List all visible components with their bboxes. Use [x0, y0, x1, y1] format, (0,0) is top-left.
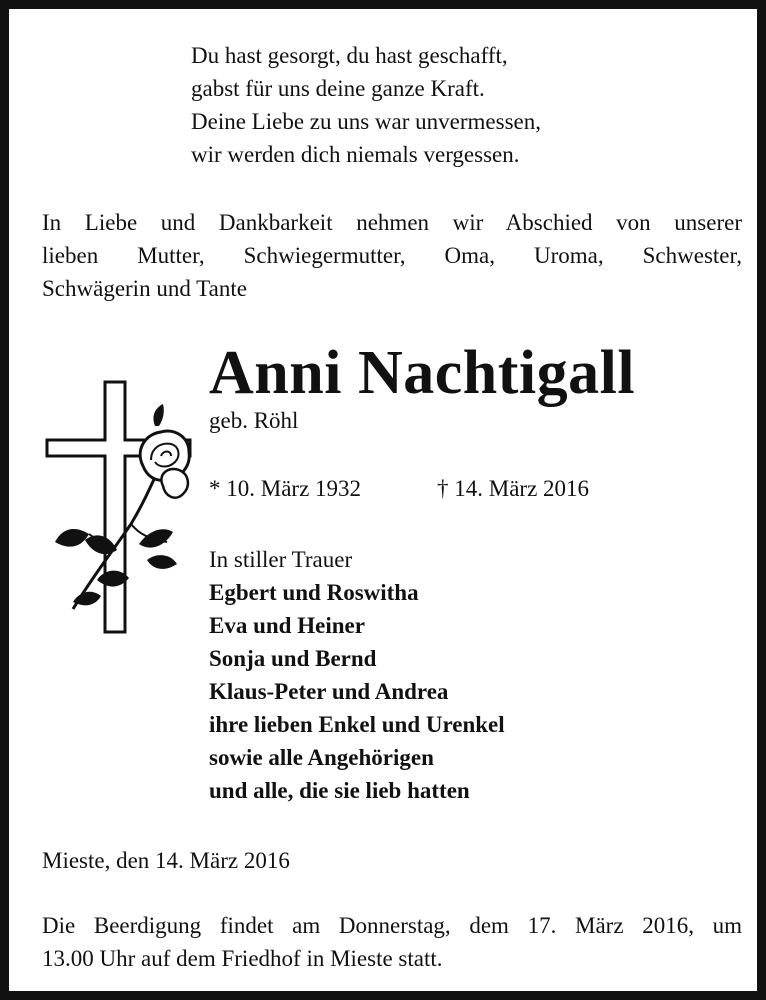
mourner-name: sowie alle Angehörigen: [209, 745, 434, 770]
intro-line: lieben Mutter, Schwiegermutter, Oma, Uroma, Schwester,: [42, 243, 742, 268]
mourner-name: Eva und Heiner: [209, 613, 365, 638]
death-date: † 14. März 2016: [437, 476, 590, 501]
birth-date: * 10. März 1932: [209, 476, 362, 501]
funeral-line: 13.00 Uhr auf dem Friedhof in Mieste statt.: [42, 946, 443, 971]
life-dates: [209, 472, 590, 506]
cross-with-rose-icon: [39, 374, 199, 639]
intro-line: In Liebe und Dankbarkeit nehmen wir Abschied von unserer: [42, 210, 742, 235]
place-and-date: Mieste, den 14. März 2016: [42, 848, 290, 873]
mourners-block: [209, 543, 505, 807]
funeral-info: [42, 909, 742, 975]
poem-line: wir werden dich niemals vergessen.: [191, 142, 520, 167]
memorial-poem: [191, 39, 541, 171]
farewell-intro: [42, 206, 742, 305]
intro-line: Schwägerin und Tante: [42, 276, 247, 301]
mourner-name: und alle, die sie lieb hatten: [209, 778, 470, 803]
birth-name: geb. Röhl: [209, 408, 299, 433]
mourner-name: Klaus-Peter und Andrea: [209, 679, 449, 704]
mourning-heading: In stiller Trauer: [209, 547, 353, 572]
mourner-name: ihre lieben Enkel und Urenkel: [209, 712, 505, 737]
deceased-name: Anni Nachtigall: [209, 339, 636, 407]
poem-line: Deine Liebe zu uns war unvermessen,: [191, 109, 541, 134]
poem-line: gabst für uns deine ganze Kraft.: [191, 76, 485, 101]
mourner-name: Sonja und Bernd: [209, 646, 377, 671]
mourner-name: Egbert und Roswitha: [209, 580, 419, 605]
poem-line: Du hast gesorgt, du hast geschafft,: [191, 43, 508, 68]
funeral-line: Die Beerdigung findet am Donnerstag, dem 17. März 2016, um: [42, 913, 742, 938]
